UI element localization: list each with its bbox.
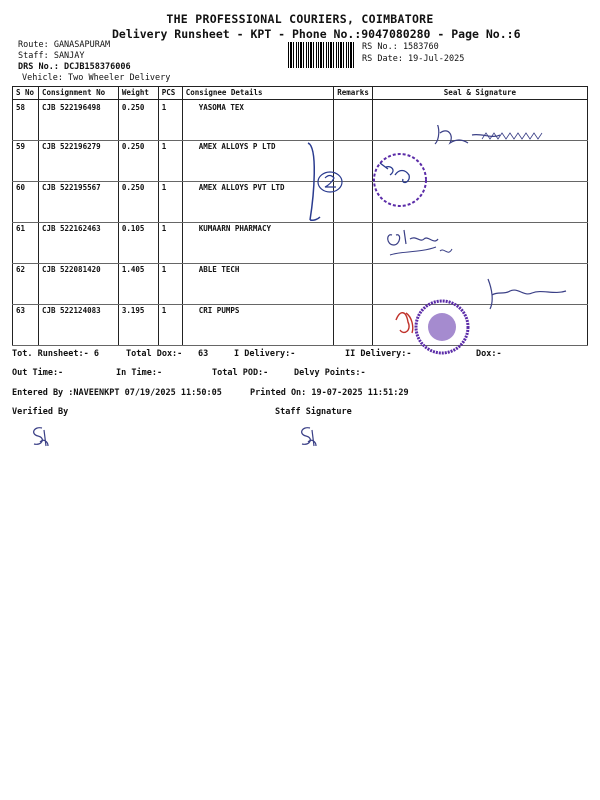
cell-consignment: CJB 522081420 xyxy=(38,264,118,305)
runsheet-subtitle: Delivery Runsheet - KPT - Phone No.:9047080280 - Page No.:6 xyxy=(112,27,521,41)
signature-mark xyxy=(488,279,566,309)
cell-weight: 0.105 xyxy=(118,223,158,264)
col-weight: Weight xyxy=(118,87,158,100)
table-header-row xyxy=(13,87,588,100)
cell-consignment: CJB 522196498 xyxy=(38,100,118,141)
ii-delivery-label: II Delivery:- xyxy=(345,349,412,359)
staff-label: Staff: SANJAY xyxy=(18,51,85,61)
barcode-image xyxy=(288,42,354,68)
handwriting-overlay xyxy=(300,125,600,365)
verified-by-label: Verified By xyxy=(12,407,69,417)
entered-by: Entered By :NAVEENKPT 07/19/2025 11:50:05 xyxy=(12,388,222,398)
total-dox-value: 63 xyxy=(198,349,209,359)
cell-pcs: 1 xyxy=(158,182,182,223)
cell-sno: 59 xyxy=(13,141,39,182)
col-consignee: Consignee Details xyxy=(182,87,333,100)
total-pod-label: Total POD:- xyxy=(212,368,269,378)
signature-mark xyxy=(435,125,500,144)
seal-stamp xyxy=(374,154,426,206)
cell-pcs: 1 xyxy=(158,305,182,346)
staff-signature-label: Staff Signature xyxy=(275,407,352,417)
cell-consignee: AMEX ALLOYS P LTD xyxy=(182,141,333,182)
cell-pcs: 1 xyxy=(158,141,182,182)
cell-sno: 63 xyxy=(13,305,39,346)
printed-on: Printed On: 19-07-2025 11:51:29 xyxy=(250,388,409,398)
col-pcs: PCS xyxy=(158,87,182,100)
delivery-points-label: Delvy Points:- xyxy=(294,368,366,378)
cell-pcs: 1 xyxy=(158,264,182,305)
cell-consignee: CRI PUMPS xyxy=(182,305,333,346)
cell-consignment: CJB 522162463 xyxy=(38,223,118,264)
rs-date: RS Date: 19-Jul-2025 xyxy=(362,54,465,64)
vehicle-label: Vehicle: Two Wheeler Delivery xyxy=(22,73,171,83)
cell-sno: 62 xyxy=(13,264,39,305)
cell-consignment: CJB 522196279 xyxy=(38,141,118,182)
cell-consignee: KUMAARN PHARMACY xyxy=(182,223,333,264)
cell-weight: 3.195 xyxy=(118,305,158,346)
staff-signature-mark xyxy=(296,424,320,454)
cell-consignee: ABLE TECH xyxy=(182,264,333,305)
cell-pcs: 1 xyxy=(158,100,182,141)
cell-consignee: AMEX ALLOYS PVT LTD xyxy=(182,182,333,223)
out-time-label: Out Time:- xyxy=(12,368,64,378)
cell-weight: 0.250 xyxy=(118,100,158,141)
cell-weight: 1.405 xyxy=(118,264,158,305)
cell-pcs: 1 xyxy=(158,223,182,264)
verifier-signature-mark xyxy=(28,424,52,454)
col-sno: S No xyxy=(13,87,39,100)
non-dox-label: Dox:- xyxy=(476,349,502,359)
signature-mark xyxy=(388,230,438,245)
cell-consignment: CJB 522124083 xyxy=(38,305,118,346)
total-runsheet: Tot. Runsheet:- 6 xyxy=(12,349,99,359)
route-label: Route: GANASAPURAM xyxy=(18,40,111,50)
cell-sno: 60 xyxy=(13,182,39,223)
document-title: THE PROFESSIONAL COURIERS, COIMBATORE xyxy=(166,12,434,26)
cell-sno: 58 xyxy=(13,100,39,141)
cell-weight: 0.250 xyxy=(118,141,158,182)
col-remarks: Remarks xyxy=(334,87,373,100)
col-consignment: Consignment No xyxy=(38,87,118,100)
in-time-label: In Time:- xyxy=(116,368,163,378)
cell-sno: 61 xyxy=(13,223,39,264)
col-seal: Seal & Signature xyxy=(372,87,587,100)
drs-number: DRS No.: DCJB158376006 xyxy=(18,62,131,72)
total-dox-label: Total Dox:- xyxy=(126,349,183,359)
i-delivery-label: I Delivery:- xyxy=(234,349,296,359)
rs-number: RS No.: 1583760 xyxy=(362,42,439,52)
cell-consignment: CJB 522195567 xyxy=(38,182,118,223)
cell-consignee: YASOMA TEX xyxy=(182,100,333,141)
cell-weight: 0.250 xyxy=(118,182,158,223)
